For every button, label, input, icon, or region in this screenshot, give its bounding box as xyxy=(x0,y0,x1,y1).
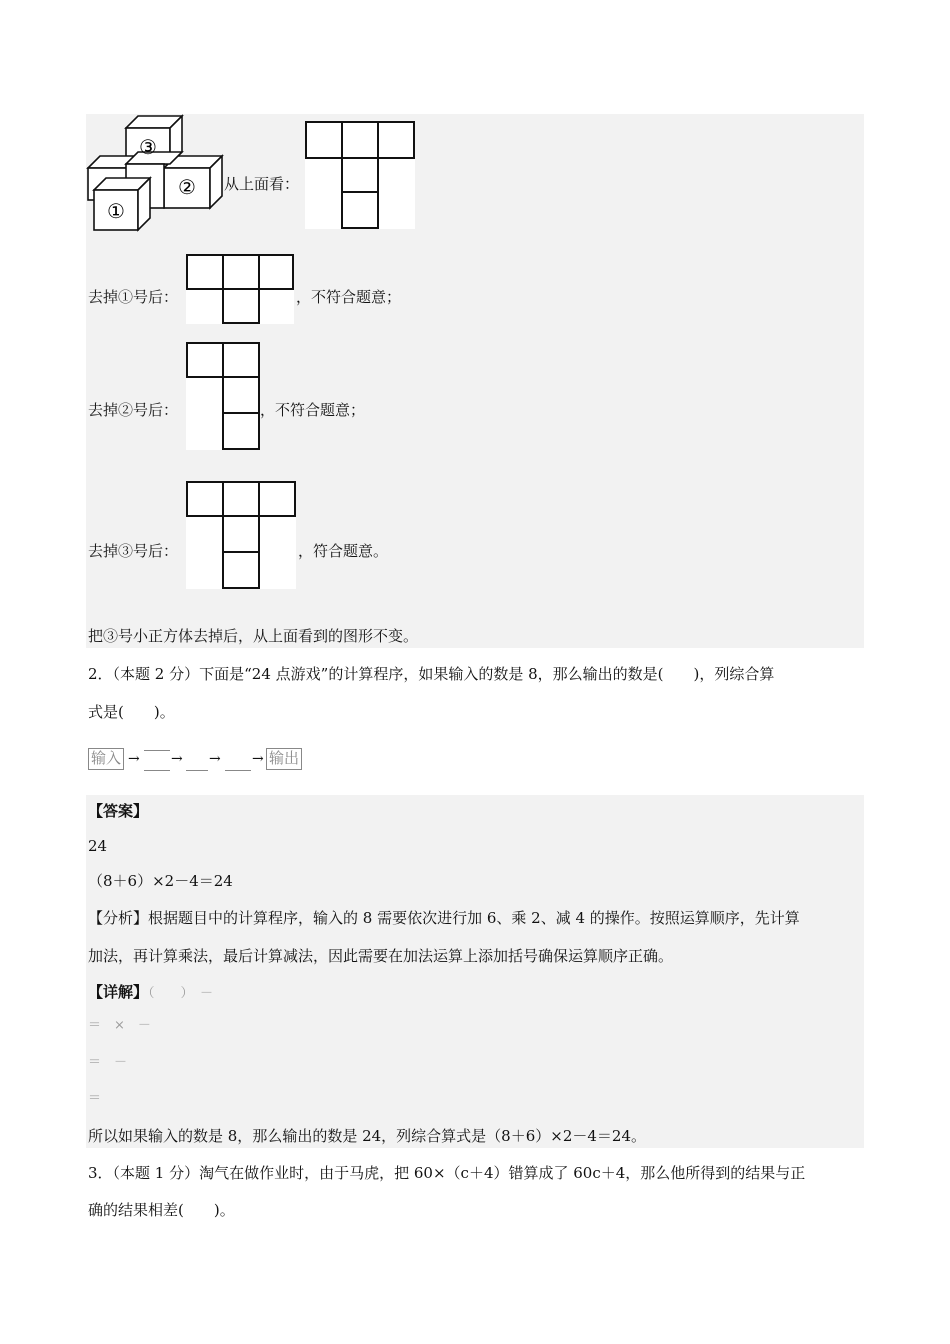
answer-expression: （8＋6）×2－4＝24 xyxy=(88,872,233,890)
detail-row-2: ＝ × － xyxy=(88,1018,151,1033)
detail-row-3: ＝ － xyxy=(88,1055,128,1070)
flow-arrow-1: → xyxy=(128,751,140,767)
analysis-line2: 加法，再计算乘法，最后计算减法，因此需要在加法运算上添加括号确保运算顺序正确。 xyxy=(88,947,674,965)
top-view-grid xyxy=(305,121,415,229)
detail-row-4: ＝ xyxy=(88,1091,102,1106)
flow-arrow-2: → xyxy=(171,751,183,767)
detail-row-1: （ ） － xyxy=(148,986,214,1001)
remove-1-label: 去掉①号后： xyxy=(88,288,179,306)
analysis-line1: 【分析】根据题目中的计算程序，输入的 8 需要依次进行加 6、乘 2、减 4 的操作。按照运算顺序，先计算 xyxy=(88,909,800,927)
q3-text-line2: 确的结果相差( )。 xyxy=(88,1201,235,1219)
answer-value: 24 xyxy=(88,837,108,855)
remove-1-result: ，不符合题意； xyxy=(296,288,402,306)
sol1-conclusion: 把③号小正方体去掉后，从上面看到的图形不变。 xyxy=(88,627,419,645)
flow-chart xyxy=(88,746,308,774)
q3-text-line1: 3．（本题 1 分）淘气在做作业时，由于马虎，把 60×（c＋4）错算成了 60c＋4，那么他所得到的结果与正 xyxy=(88,1164,806,1182)
flow-output-box: 输出 xyxy=(266,748,302,770)
remove-1-grid xyxy=(186,254,294,324)
remove-2-label: 去掉②号后： xyxy=(88,401,179,419)
flow-arrow-4: → xyxy=(252,751,264,767)
flow-input-box: 输入 xyxy=(88,748,124,770)
remove-2-grid xyxy=(186,342,260,450)
answer-heading: 【答案】 xyxy=(88,802,149,820)
flow-arrow-3: → xyxy=(209,751,221,767)
remove-3-label: 去掉③号后： xyxy=(88,542,179,560)
detail-heading xyxy=(88,982,213,1004)
remove-3-grid xyxy=(186,481,296,589)
q2-text-line1: 2．（本题 2 分）下面是“24 点游戏”的计算程序，如果输入的数是 8，那么输出的数是( )，列综合算 xyxy=(88,665,775,683)
cube-stack-figure xyxy=(86,112,226,232)
detail-heading-text: 【详解】 xyxy=(88,983,149,1001)
flow-step-2 xyxy=(186,770,208,771)
solution-block-2 xyxy=(86,795,864,1148)
detail-final: 所以如果输入的数是 8，那么输出的数是 24，列综合算式是（8＋6）×2－4＝24。 xyxy=(88,1127,646,1145)
flow-step-1 xyxy=(144,750,170,751)
q2-text-line2: 式是( )。 xyxy=(88,703,175,721)
top-view-label: 从上面看： xyxy=(224,175,300,193)
flow-step-3 xyxy=(225,770,251,771)
cube-label-1: ① xyxy=(107,199,125,223)
cube-label-3: ③ xyxy=(139,135,157,159)
remove-2-result: ，不符合题意； xyxy=(260,401,366,419)
remove-3-result: ，符合题意。 xyxy=(298,542,389,560)
cube-label-2: ② xyxy=(178,175,196,199)
